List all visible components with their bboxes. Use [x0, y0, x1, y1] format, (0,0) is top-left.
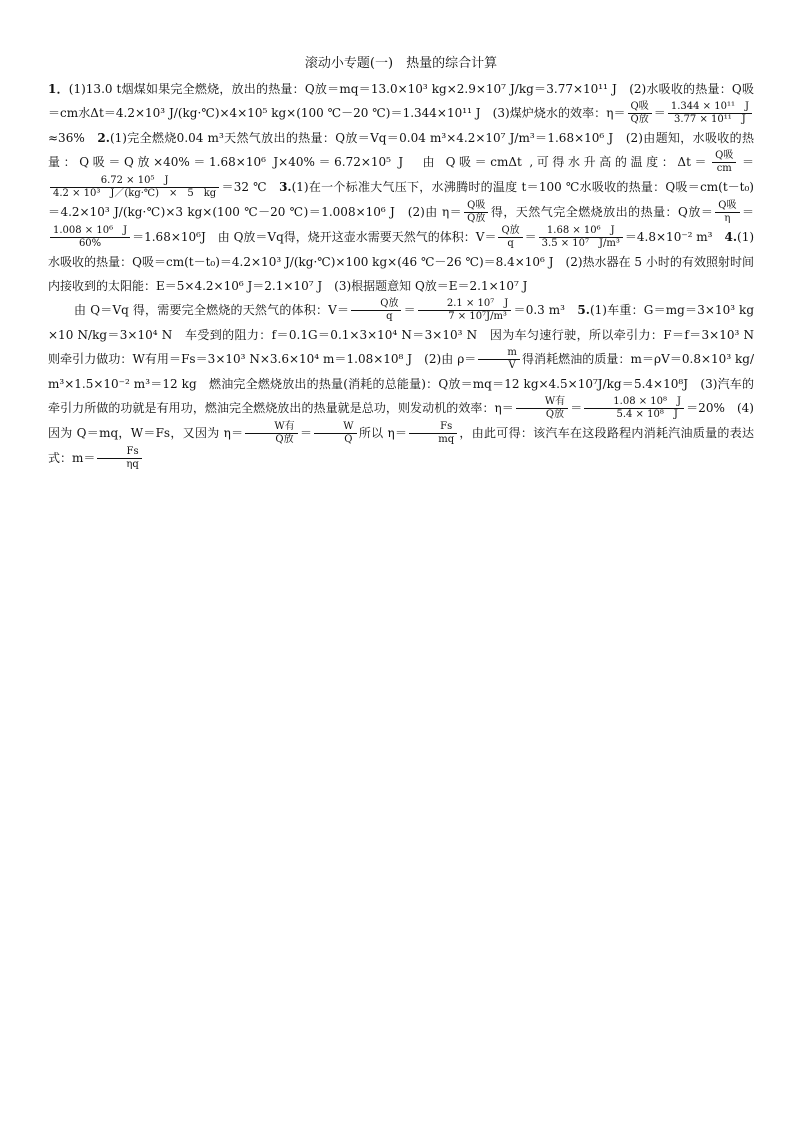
fraction-volume-3: $\frac{\text{1.68 × 10⁶ J}}{\text{3.5 × 10⁷ J/m³}}$: [539, 225, 623, 250]
answer-3-text: (1)在一个标准大气压下，水沸腾时的温度 t＝100 ℃水吸收的热量：Q吸＝cm(t－t₀)＝4.2×10³ J/(kg·℃)×3 kg×(100 ℃－20 ℃)＝1.008×10⁶ J (2)由 η＝: [48, 180, 754, 219]
answers-paragraph-1: [48, 77, 754, 298]
answer-3-text-2: 得，天然气完全燃烧放出的热量：Q放＝: [490, 205, 714, 219]
fraction-q-released: $\frac{\text{1.008 × 10⁶ J}}{60\%}$: [50, 225, 130, 250]
fraction-qf-q-2: Q放 q: [351, 298, 401, 323]
fraction-fs-eta-q: $\frac{Fs}{\eta q}$: [97, 446, 141, 471]
answer-5-text-4: 所以 η＝: [358, 426, 408, 440]
fraction-delta-t: $\frac{\text{6.72 × 10⁵ J}}{\text{4.2 × 10³ J／(kg·℃) × 5 kg}}$: [50, 175, 219, 200]
answer-3-result: ＝4.8×10⁻² m³: [624, 230, 725, 244]
answer-1-text: (1)13.0 t烟煤如果完全燃烧，放出的热量：Q放＝mq＝13.0×10³ kg×2.9×10⁷ J/kg＝3.77×10¹¹ J (2)水吸收的热量：Q吸＝cm水Δt＝4.2×10³ J/(kg·℃)×4×10⁵ kg×(100 ℃－20 ℃)＝1.344×10¹¹ J (3)煤炉烧水的效率：η＝: [48, 82, 754, 120]
answer-4-result: ＝0.3 m³: [513, 303, 578, 317]
answer-4-text-2: 由 Q＝Vq 得，需要完全燃烧的天然气的体积：V＝: [74, 303, 350, 317]
answer-5-text-5: ，由此可得：该汽车在这段路程内消耗汽油质量的表达式：m＝: [48, 426, 754, 465]
equals-sign: ＝: [299, 426, 313, 440]
fraction-efficiency-5: $\frac{\text{1.08 × 10⁸ J}}{\text{5.4 × 10⁸ J}}$: [584, 396, 684, 421]
answer-2-number: 2.: [97, 131, 110, 145]
fraction-qy-qf: Q吸 Q放: [628, 101, 652, 126]
equals-sign: ＝: [738, 155, 754, 169]
answer-5-text-3: ＝20% (4)因为 Q＝mq，W＝Fs，又因为 η＝: [48, 401, 754, 440]
answer-3-text-3: ＝1.68×10⁶J 由 Q放＝Vq得，烧开这壶水需要天然气的体积：V＝: [132, 230, 497, 244]
equals-sign: ＝: [570, 401, 583, 415]
answer-1-result: ≈36%: [48, 131, 98, 145]
equals-sign: ＝: [653, 106, 666, 120]
fraction-qy-eta: Q吸 η: [715, 200, 739, 225]
equals-sign: ＝: [524, 230, 537, 244]
answers-paragraph-2: [48, 298, 767, 471]
fraction-q-cm: Q吸 cm: [712, 150, 736, 175]
fraction-wy-qf-2: W有 Q放: [245, 421, 297, 446]
answer-4-text: (1)水吸收的热量：Q吸＝cm(t－t₀)＝4.2×10³ J/(kg·℃)×100 kg×(46 ℃－26 ℃)＝8.4×10⁶ J (2)热水器在 5 小时的有效照射时间内接收到的太阳能：E＝5×4.2×10⁶ J＝2.1×10⁷ J (3)根据题意知 Q放＝E＝2.1×10⁷ J: [48, 230, 755, 293]
answer-2-text: (1)完全燃烧0.04 m³天然气放出的热量：Q放＝Vq＝0.04 m³×4.2×10⁷ J/m³＝1.68×10⁶ J (2)由题知，水吸收的热量：Q吸＝Q放×40%＝1.68×10⁶ J×40%＝6.72×10⁵ J 由 Q吸＝cmΔt ,可得水升高的温度：Δt＝: [48, 131, 754, 169]
page-title: 滚动小专题(一) 热量的综合计算: [304, 56, 498, 71]
fraction-qy-qf-2: Q吸 Q放: [464, 200, 488, 225]
fraction-efficiency-1: $\frac{\text{1.344 × 10¹¹ J}}{\text{3.77 × 10¹¹ J}}$: [668, 101, 752, 126]
equals-sign: ＝: [403, 303, 416, 317]
fraction-fs-mq: $\frac{Fs}{mq}$: [409, 421, 457, 446]
answer-4-number: 4.: [724, 230, 738, 244]
equals-sign: ＝: [741, 205, 754, 219]
fraction-wy-qf: W有 Q放: [516, 396, 568, 421]
fraction-qf-q: Q放 q: [498, 225, 522, 250]
answer-5-text-2: 得消耗燃油的质量：m＝ρV＝0.8×10³ kg/m³×1.5×10⁻² m³＝12 kg 燃油完全燃烧放出的热量(消耗的总能量)：Q放＝mq＝12 kg×4.5×10⁷J/kg＝5.4×10⁸J (3)汽车的牵引力所做的功就是有用功，燃油完全燃烧放出的热量就是总功，则发动机的效率：η＝: [48, 352, 755, 415]
fraction-w-q: $\frac{W}{Q}$: [314, 421, 356, 446]
answer-2-result: ＝32 ℃: [221, 180, 280, 194]
document-page: [48, 52, 767, 471]
fraction-density: $\frac{m}{V}$: [478, 347, 519, 372]
answer-3-number: 3.: [279, 180, 292, 194]
fraction-volume-4: $\frac{\text{2.1 × 10⁷ J}}{\text{7 × 10⁷J/m³}}$: [418, 298, 511, 323]
answer-5-text: (1)车重：G＝mg＝3×10³ kg×10 N/kg＝3×10⁴ N 车受到的阻力：f＝0.1G＝0.1×3×10⁴ N＝3×10³ N 因为车匀速行驶，所以牵引力：F＝f＝3×10³ N 则牵引力做功：W有用＝Fs＝3×10³ N×3.6×10⁴ m＝1.08×10⁸ J (2)由 ρ＝: [48, 303, 767, 366]
answer-1-number: 1．: [48, 82, 69, 96]
answer-5-number: 5.: [577, 303, 590, 317]
